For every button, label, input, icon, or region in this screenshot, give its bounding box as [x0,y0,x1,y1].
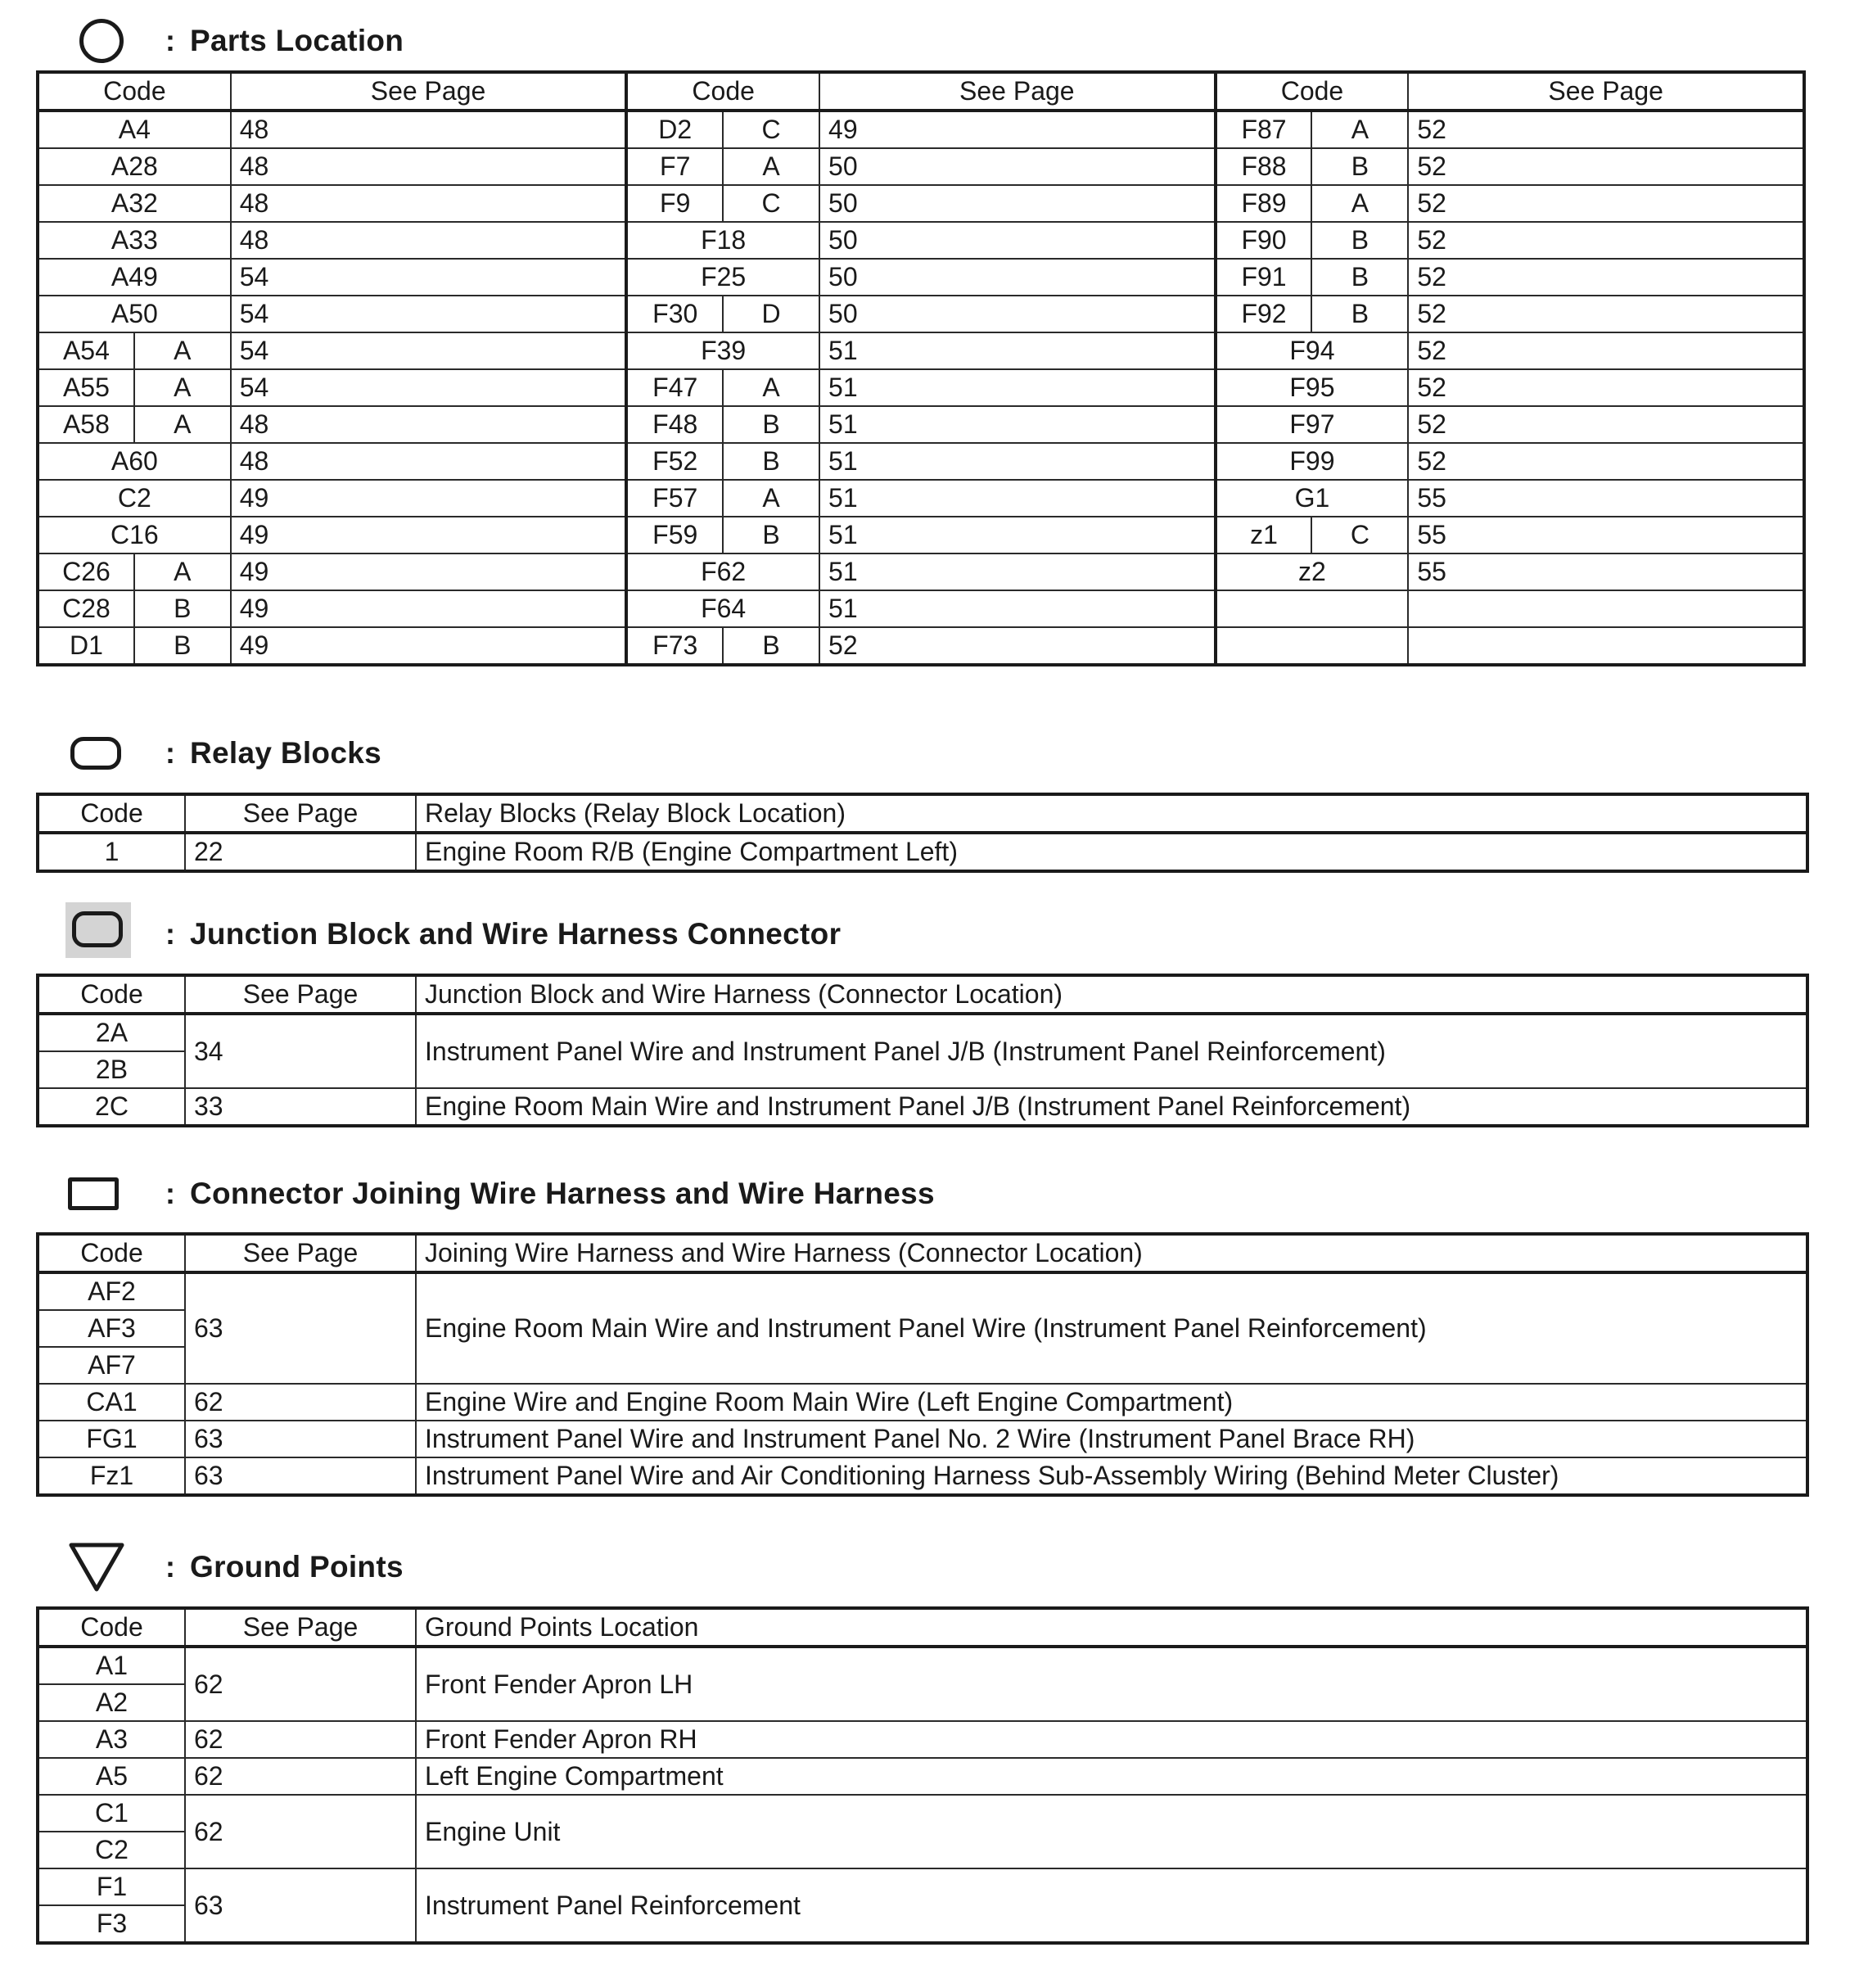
table-row [38,480,1804,517]
part-sub-code: B [1311,296,1408,332]
part-code: A28 [38,148,231,185]
part-see-page [1408,627,1804,665]
part-code: F91 [1216,259,1312,296]
header-colon: : [165,917,175,951]
column-header-code: Code [38,72,231,111]
location-description: Instrument Panel Wire and Air Conditioning Harness Sub-Assembly Wiring (Behind Meter Cluster) [416,1457,1807,1495]
see-page-cell: 63 [185,1457,416,1495]
connector-code: FG1 [38,1421,185,1457]
header-colon: : [165,24,175,57]
connector-code: A2 [38,1684,185,1721]
table-row [38,1384,1807,1421]
part-see-page: 52 [1408,185,1804,222]
column-header-see-page: See Page [185,794,416,833]
part-code: A32 [38,185,231,222]
part-see-page: 55 [1408,517,1804,553]
part-code: A4 [38,111,231,148]
part-code: F64 [626,590,819,627]
header-colon: : [165,736,175,770]
part-see-page: 48 [231,406,627,443]
part-code: F89 [1216,185,1312,222]
rectangle-icon [64,1161,139,1227]
part-sub-code: B [1311,259,1408,296]
part-see-page: 54 [231,296,627,332]
section-title: Junction Block and Wire Harness Connector [190,917,842,951]
table-header-row [38,72,1804,111]
table-row [38,627,1804,665]
part-see-page: 51 [819,517,1216,553]
part-see-page: 49 [819,111,1216,148]
part-code: F9 [626,185,723,222]
part-see-page: 52 [1408,369,1804,406]
table-row [38,259,1804,296]
part-code: D2 [626,111,723,148]
table-header-row [38,1608,1807,1647]
table-row [38,517,1804,553]
part-code: A33 [38,222,231,259]
part-code: C16 [38,517,231,553]
part-see-page: 51 [819,480,1216,517]
column-header-see-page: See Page [185,1234,416,1272]
table-row [38,1647,1807,1684]
connector-code: 2C [38,1088,185,1126]
part-see-page: 51 [819,406,1216,443]
see-page-cell: 34 [185,1014,416,1088]
connector-code: A1 [38,1647,185,1684]
column-header-location: Junction Block and Wire Harness (Connector Location) [416,975,1807,1014]
part-code: C26 [38,553,134,590]
part-sub-code: A [134,332,231,369]
connector-joining-table [36,1232,1809,1497]
part-code: F47 [626,369,723,406]
section-title: Ground Points [190,1550,404,1584]
part-sub-code: B [723,443,819,480]
part-sub-code: A [1311,185,1408,222]
location-description: Front Fender Apron RH [416,1721,1807,1758]
location-description: Left Engine Compartment [416,1758,1807,1795]
part-code: z2 [1216,553,1409,590]
connector-code: 2A [38,1014,185,1051]
parts-location-header [64,8,404,74]
table-row [38,332,1804,369]
connector-code: AF2 [38,1272,185,1310]
part-code: C28 [38,590,134,627]
part-see-page: 51 [819,369,1216,406]
see-page-cell: 22 [185,833,416,871]
table-row [38,111,1804,148]
part-sub-code: B [723,627,819,665]
part-see-page: 49 [231,553,627,590]
column-header-code: Code [38,1234,185,1272]
part-code: D1 [38,627,134,665]
part-sub-code: A [723,480,819,517]
location-description: Engine Unit [416,1795,1807,1868]
part-code: F48 [626,406,723,443]
table-header-row [38,975,1807,1014]
relay-blocks-header [64,721,381,786]
column-header-location: Joining Wire Harness and Wire Harness (Connector Location) [416,1234,1807,1272]
connector-code: CA1 [38,1384,185,1421]
part-code: F92 [1216,296,1312,332]
part-code: C2 [38,480,231,517]
table-row [38,185,1804,222]
column-header-see-page: See Page [185,975,416,1014]
part-see-page: 54 [231,332,627,369]
part-sub-code: C [723,111,819,148]
see-page-cell: 62 [185,1384,416,1421]
part-code: F99 [1216,443,1409,480]
part-see-page: 51 [819,553,1216,590]
table-row [38,1758,1807,1795]
part-sub-code: B [1311,222,1408,259]
table-row [38,833,1807,871]
junction-block-header [64,901,841,967]
relay-blocks-table [36,793,1809,873]
part-sub-code: B [723,517,819,553]
table-row [38,590,1804,627]
column-header-see-page: See Page [819,72,1216,111]
part-see-page: 50 [819,185,1216,222]
connector-code: F1 [38,1868,185,1905]
see-page-cell: 62 [185,1758,416,1795]
header-colon: : [165,1177,175,1210]
section-title: Relay Blocks [190,736,381,770]
part-sub-code: C [723,185,819,222]
part-code: F57 [626,480,723,517]
see-page-cell: 63 [185,1272,416,1384]
parts-location-table [36,70,1806,666]
part-see-page: 51 [819,332,1216,369]
part-code: A54 [38,332,134,369]
part-see-page: 49 [231,627,627,665]
part-sub-code: B [723,406,819,443]
part-code: F25 [626,259,819,296]
table-row [38,222,1804,259]
part-see-page: 52 [819,627,1216,665]
part-see-page: 51 [819,590,1216,627]
part-code: F7 [626,148,723,185]
part-see-page: 49 [231,590,627,627]
see-page-cell: 33 [185,1088,416,1126]
pill-icon [64,721,139,786]
connector-code: A5 [38,1758,185,1795]
part-see-page: 50 [819,222,1216,259]
part-code: F90 [1216,222,1312,259]
table-row [38,1014,1807,1051]
part-code: z1 [1216,517,1312,553]
connector-code: Fz1 [38,1457,185,1495]
part-code: A60 [38,443,231,480]
part-see-page: 48 [231,443,627,480]
part-see-page: 54 [231,369,627,406]
part-see-page: 54 [231,259,627,296]
part-see-page: 52 [1408,443,1804,480]
part-sub-code: B [134,627,231,665]
part-sub-code: C [1311,517,1408,553]
see-page-cell: 63 [185,1421,416,1457]
location-description: Instrument Panel Wire and Instrument Panel J/B (Instrument Panel Reinforcement) [416,1014,1807,1088]
table-row [38,369,1804,406]
column-header-code: Code [38,1608,185,1647]
table-row [38,148,1804,185]
connector-code: C2 [38,1832,185,1868]
part-code: G1 [1216,480,1409,517]
shaded-pill-icon [64,901,139,967]
location-description: Front Fender Apron LH [416,1647,1807,1721]
part-see-page: 49 [231,517,627,553]
see-page-cell: 62 [185,1795,416,1868]
table-row [38,1272,1807,1310]
part-see-page: 52 [1408,111,1804,148]
part-code: A55 [38,369,134,406]
junction-block-table [36,974,1809,1127]
part-code: F30 [626,296,723,332]
table-row [38,1868,1807,1905]
part-see-page: 50 [819,259,1216,296]
column-header-see-page: See Page [231,72,627,111]
connector-joining-header [64,1161,935,1227]
location-description: Engine Room Main Wire and Instrument Panel Wire (Instrument Panel Reinforcement) [416,1272,1807,1384]
part-code: F97 [1216,406,1409,443]
part-code: F52 [626,443,723,480]
table-row [38,406,1804,443]
part-see-page: 51 [819,443,1216,480]
part-see-page: 52 [1408,148,1804,185]
part-code: A49 [38,259,231,296]
part-sub-code: A [134,369,231,406]
table-row [38,1457,1807,1495]
see-page-cell: 63 [185,1868,416,1943]
connector-code: 1 [38,833,185,871]
part-see-page: 50 [819,296,1216,332]
column-header-location: Relay Blocks (Relay Block Location) [416,794,1807,833]
table-row [38,1088,1807,1126]
part-code: F94 [1216,332,1409,369]
part-see-page: 48 [231,185,627,222]
location-description: Instrument Panel Wire and Instrument Panel No. 2 Wire (Instrument Panel Brace RH) [416,1421,1807,1457]
part-see-page: 48 [231,222,627,259]
ground-points-header [64,1534,404,1600]
circle-icon [64,8,139,74]
part-sub-code: B [1311,148,1408,185]
location-description: Instrument Panel Reinforcement [416,1868,1807,1943]
column-header-location: Ground Points Location [416,1608,1807,1647]
part-code [1216,627,1409,665]
part-code: A58 [38,406,134,443]
part-see-page: 48 [231,111,627,148]
column-header-see-page: See Page [185,1608,416,1647]
part-sub-code: A [134,406,231,443]
connector-code: AF7 [38,1347,185,1384]
part-see-page: 52 [1408,296,1804,332]
header-colon: : [165,1550,175,1584]
part-code: F88 [1216,148,1312,185]
location-description: Engine Room R/B (Engine Compartment Left) [416,833,1807,871]
connector-code: C1 [38,1795,185,1832]
part-code: F95 [1216,369,1409,406]
part-code: F18 [626,222,819,259]
table-row [38,443,1804,480]
connector-code: 2B [38,1051,185,1088]
part-see-page: 55 [1408,480,1804,517]
table-row [38,553,1804,590]
table-row [38,1721,1807,1758]
section-title: Parts Location [190,24,404,57]
part-code: F87 [1216,111,1312,148]
location-description: Engine Wire and Engine Room Main Wire (Left Engine Compartment) [416,1384,1807,1421]
part-see-page: 52 [1408,259,1804,296]
part-code: F73 [626,627,723,665]
column-header-see-page: See Page [1408,72,1804,111]
table-row [38,1421,1807,1457]
location-description: Engine Room Main Wire and Instrument Panel J/B (Instrument Panel Reinforcement) [416,1088,1807,1126]
part-see-page: 52 [1408,332,1804,369]
part-sub-code: D [723,296,819,332]
see-page-cell: 62 [185,1721,416,1758]
part-see-page: 50 [819,148,1216,185]
column-header-code: Code [38,975,185,1014]
table-header-row [38,794,1807,833]
part-sub-code: A [723,369,819,406]
ground-points-table [36,1606,1809,1945]
connector-code: F3 [38,1905,185,1943]
part-see-page: 49 [231,480,627,517]
see-page-cell: 62 [185,1647,416,1721]
part-sub-code: A [723,148,819,185]
part-code: F62 [626,553,819,590]
table-row [38,296,1804,332]
part-sub-code: A [134,553,231,590]
section-title: Connector Joining Wire Harness and Wire Harness [190,1177,935,1210]
connector-code: A3 [38,1721,185,1758]
part-code [1216,590,1409,627]
table-header-row [38,1234,1807,1272]
part-see-page: 52 [1408,406,1804,443]
column-header-code: Code [1216,72,1409,111]
table-row [38,1795,1807,1832]
part-see-page [1408,590,1804,627]
part-see-page: 48 [231,148,627,185]
part-see-page: 55 [1408,553,1804,590]
connector-code: AF3 [38,1310,185,1347]
triangle-icon [64,1534,139,1600]
part-sub-code: A [1311,111,1408,148]
part-code: F39 [626,332,819,369]
part-code: A50 [38,296,231,332]
column-header-code: Code [626,72,819,111]
part-code: F59 [626,517,723,553]
column-header-code: Code [38,794,185,833]
part-see-page: 52 [1408,222,1804,259]
part-sub-code: B [134,590,231,627]
